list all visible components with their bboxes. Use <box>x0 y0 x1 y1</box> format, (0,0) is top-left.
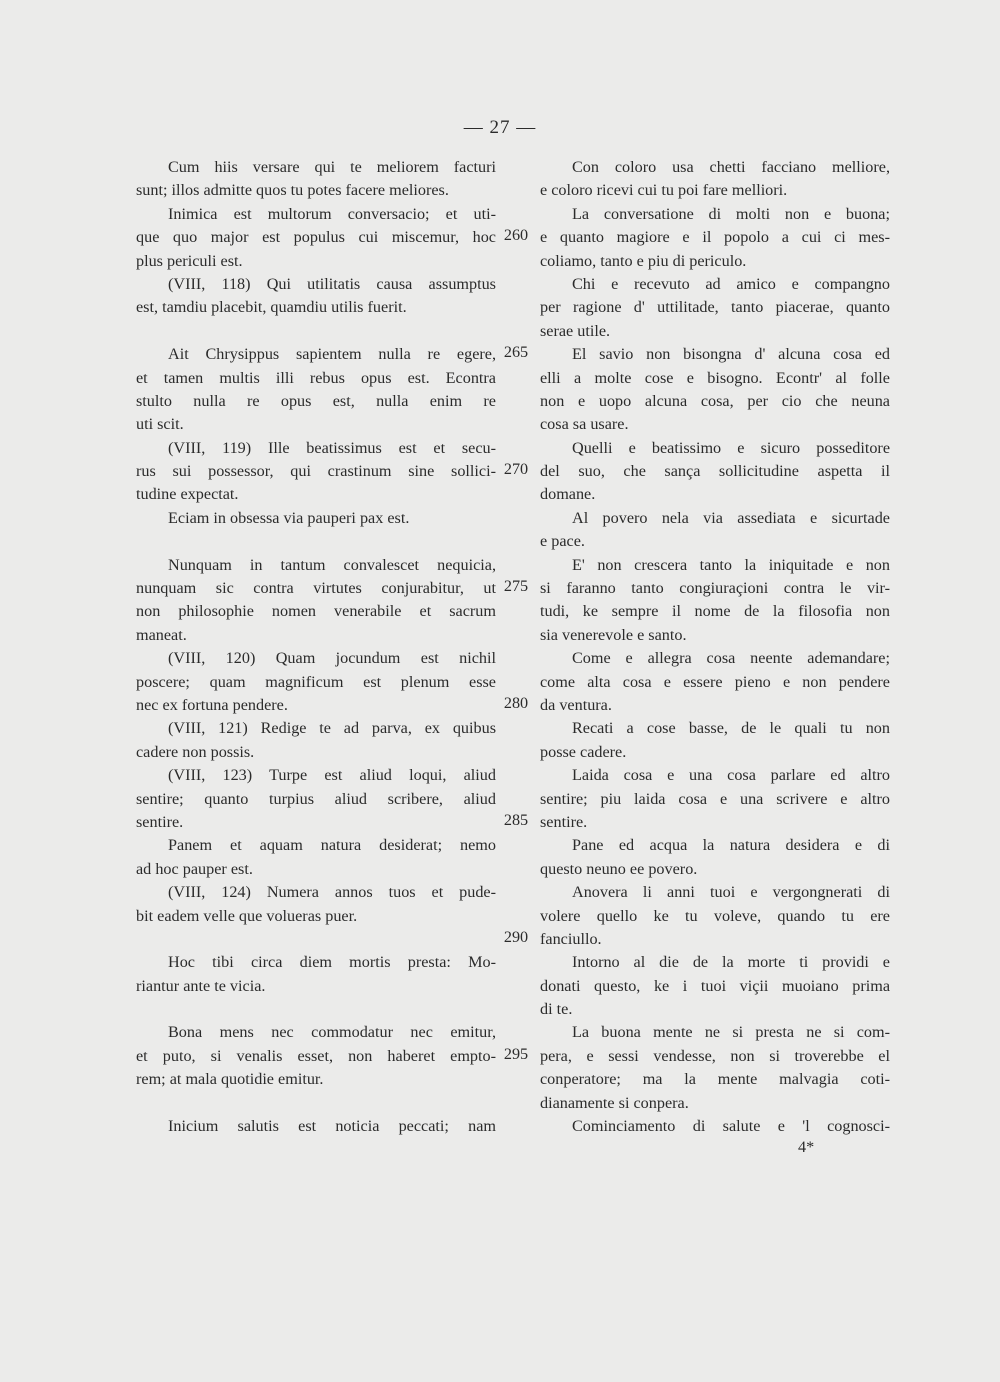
page-header: — 27 — <box>463 117 537 138</box>
italian-text-line: del suo, che sança sollicitudine aspetta il <box>540 462 890 481</box>
latin-text-line: (VIII, 124) Numera annos tuos et pude- <box>168 883 496 902</box>
italian-text-line: sia venerevole e santo. <box>540 625 687 644</box>
line-number: 265 <box>503 343 529 362</box>
italian-text-line: dianamente si conpera. <box>540 1093 689 1112</box>
latin-text-line: (VIII, 119) Ille beatissimus est et secu- <box>168 438 496 457</box>
italian-text-line: sentire. <box>540 812 588 831</box>
latin-text-line: Inimica est multorum conversacio; et uti- <box>168 204 496 223</box>
latin-text-line: et tamen multis illi rebus opus est. Econtra <box>136 368 496 387</box>
italian-text-line: sentire; piu laida cosa e una scrivere e altro <box>540 789 890 808</box>
latin-text-line: Panem et aquam natura desiderat; nemo <box>168 836 496 855</box>
italian-text-line: serae utile. <box>540 321 611 340</box>
latin-text-line: (VIII, 118) Qui utilitatis causa assumptus <box>168 274 496 293</box>
latin-text-line: plus periculi est. <box>136 251 243 270</box>
line-number: 275 <box>503 577 529 596</box>
italian-text-line: donati questo, ke i tuoi viçii muoiano prima <box>540 976 890 995</box>
latin-text-line: rus sui possessor, qui crastinum sine sollici- <box>136 462 496 481</box>
line-number: 295 <box>503 1045 529 1064</box>
latin-text-line: tudine expectat. <box>136 485 239 504</box>
latin-text-line: maneat. <box>136 625 187 644</box>
italian-text-line: per ragione d' uttilitade, tanto piacerae, quanto <box>540 298 890 317</box>
line-number: 285 <box>503 811 529 830</box>
latin-paragraph-gap <box>136 928 496 951</box>
latin-text-line: (VIII, 120) Quam jocundum est nichil <box>168 649 496 668</box>
latin-text-line: sentire. <box>136 812 184 831</box>
latin-text-line: rem; at mala quotidie emitur. <box>136 1070 324 1089</box>
italian-text-line: conperatore; ma la mente malvagia coti- <box>540 1070 890 1089</box>
latin-text-line: Cum hiis versare qui te meliorem facturi <box>168 158 496 176</box>
latin-text-line: que quo major est populus cui miscemur, hoc <box>136 228 496 247</box>
latin-text-line: (VIII, 121) Redige te ad parva, ex quibus <box>168 719 496 738</box>
italian-text-line: fanciullo. <box>540 929 602 948</box>
latin-text-line: (VIII, 123) Turpe est aliud loqui, aliud <box>168 766 496 785</box>
latin-column <box>136 156 496 1138</box>
italian-text-line: La conversatione di molti non e buona; <box>572 204 890 223</box>
latin-text-line: sentire; quanto turpius aliud scribere, aliud <box>136 789 496 808</box>
latin-text-line: Bona mens nec commodatur nec emitur, <box>168 1023 496 1042</box>
italian-text-line: come alta cosa e essere pieno e non pendere <box>540 672 890 691</box>
latin-text-line: riantur ante te vicia. <box>136 976 266 995</box>
latin-text-line: Inicium salutis est noticia peccati; nam <box>168 1117 496 1136</box>
italian-text-line: Con coloro usa chetti facciano melliore, <box>572 158 890 176</box>
latin-text-line: sunt; illos admitte quos tu potes facere meliores. <box>136 181 449 200</box>
signature-mark: 4* <box>798 1138 815 1156</box>
latin-text-line: Nunquam in tantum convalescet nequicia, <box>168 555 496 574</box>
italian-text-line: e pace. <box>540 532 585 551</box>
italian-text-line: coliamo, tanto e piu di periculo. <box>540 251 747 270</box>
latin-text-line: uti scit. <box>136 415 184 434</box>
italian-text-line: Chi e recevuto ad amico e compangno <box>572 274 890 293</box>
italian-text-line: El savio non bisongna d' alcuna cosa ed <box>572 345 890 364</box>
italian-text-line: volere quello ke tu voleve, quando tu ere <box>540 906 890 925</box>
italian-text-line: di te. <box>540 1000 573 1019</box>
italian-text-line: elli a molte cose e bisogno. Econtr' al folle <box>540 368 890 387</box>
line-number: 290 <box>503 928 529 947</box>
latin-paragraph-gap <box>136 320 496 343</box>
italian-text-line: Come e allegra cosa neente ademandare; <box>572 649 890 668</box>
italian-text-line: domane. <box>540 485 596 504</box>
italian-text-line: La buona mente ne si presta ne si com- <box>572 1023 890 1042</box>
latin-text-line: non philosophie nomen venerabile et sacrum <box>136 602 496 621</box>
line-number: 260 <box>503 226 529 245</box>
italian-text-line: da ventura. <box>540 695 612 714</box>
italian-text-line: Laida cosa e una cosa parlare ed altro <box>572 766 890 785</box>
italian-text-line: si faranno tanto congiuraçioni contra le vir- <box>540 579 890 598</box>
latin-text-line: Ait Chrysippus sapientem nulla re egere, <box>168 345 496 364</box>
latin-text-line: bit eadem velle que volueras puer. <box>136 906 358 925</box>
latin-paragraph-gap <box>136 998 496 1021</box>
italian-text-line: Recati a cose basse, de le quali tu non <box>572 719 890 738</box>
italian-text-line: questo neuno ee povero. <box>540 859 698 878</box>
italian-column <box>540 156 890 1138</box>
italian-text-line: E' non crescera tanto la iniquitade e non <box>572 555 890 574</box>
latin-text-line: poscere; quam magnificum est plenum esse <box>136 672 496 691</box>
latin-text-line: Hoc tibi circa diem mortis presta: Mo- <box>168 953 496 972</box>
italian-text-line: pera, e sessi vendesse, non si troverebbe el <box>540 1046 890 1065</box>
latin-text-line: nec ex fortuna pendere. <box>136 695 288 714</box>
italian-text-line: Anovera li anni tuoi e vergongnerati di <box>572 883 890 902</box>
latin-paragraph-gap <box>136 530 496 553</box>
italian-text-line: e coloro ricevi cui tu poi fare melliori. <box>540 181 788 200</box>
latin-text-line: nunquam sic contra virtutes conjurabitur, ut <box>136 579 496 598</box>
latin-text-line: et puto, si venalis esset, non haberet empto- <box>136 1046 496 1065</box>
latin-text-line: cadere non possis. <box>136 742 255 761</box>
latin-text-line: ad hoc pauper est. <box>136 859 253 878</box>
italian-text-line: Quelli e beatissimo e sicuro posseditore <box>572 438 890 457</box>
italian-text-line: Intorno al die de la morte ti providi e <box>572 953 890 972</box>
italian-text-line: non e uopo alcuna cosa, per cio che neuna <box>540 391 890 410</box>
line-number: 280 <box>503 694 529 713</box>
italian-text-line: Pane ed acqua la natura desidera e di <box>572 836 890 855</box>
italian-text-line: Al povero nela via assediata e sicurtade <box>572 508 890 527</box>
latin-text-line: est, tamdiu placebit, quamdiu utilis fuerit. <box>136 298 407 317</box>
latin-text-line: Eciam in obsessa via pauperi pax est. <box>168 508 410 527</box>
latin-paragraph-gap <box>136 1092 496 1115</box>
italian-text-line: Cominciamento di salute e 'l cognosci- <box>572 1117 890 1136</box>
latin-text-line: stulto nulla re opus est, nulla enim re <box>136 391 496 410</box>
italian-text-line: e quanto magiore e il popolo a cui ci mes- <box>540 228 890 247</box>
italian-text-line: tudi, ke sempre il nome de la filosofia non <box>540 602 890 621</box>
italian-text-line: posse cadere. <box>540 742 627 761</box>
italian-text-line: cosa sa usare. <box>540 415 629 434</box>
line-number: 270 <box>503 460 529 479</box>
